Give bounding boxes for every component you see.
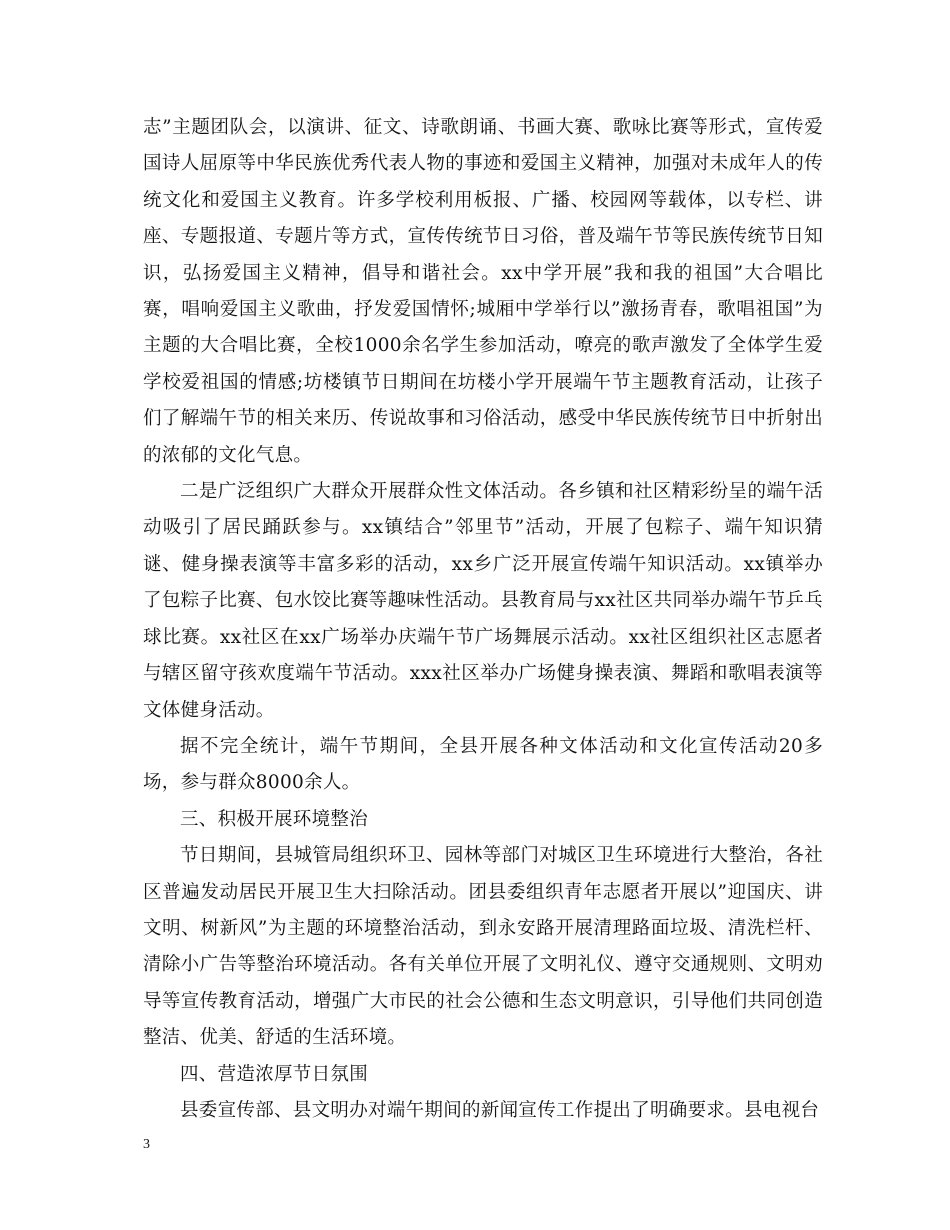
- section-heading-environment: 三、积极开展环境整治: [180, 808, 369, 830]
- paragraph-continued-school-activities: 志”主题团队会，以演讲、征文、诗歌朗诵、书画大赛、歌咏比赛等形式，宣传爱国诗人屈原等中华民族优秀代表人物的事迹和爱国主义精神，加强对未成年人的传统文化和爱国主义教育。许多学校利用板报、广播、校园网等载体，以专栏、讲座、专题报道、专题片等方式，宣传传统节日习俗，普及端午节等民族传统节日知识，弘扬爱国主义精神，倡导和谐社会。xx中学开展”我和我的祖国”大合唱比赛，唱响爱国主义歌曲，抒发爱国情怀;城厢中学举行以”激扬青春，歌唱祖国”为主题的大合唱比赛，全校1000余名学生参加活动，嘹亮的歌声激发了全体学生爱学校爱祖国的情感;坊楼镇节日期间在坊楼小学开展端午节主题教育活动，让孩子们了解端午节的相关来历、传说故事和习俗活动，感受中华民族传统节日中折射出的浓郁的文化气息。: [143, 117, 823, 466]
- paragraph-statistics: 据不完全统计，端午节期间，全县开展各种文体活动和文化宣传活动20多场，参与群众8000余人。: [143, 735, 823, 794]
- paragraph-environment-cleanup: 节日期间，县城管局组织环卫、园林等部门对城区卫生环境进行大整治，各社区普遍发动居民开展卫生大扫除活动。团县委组织青年志愿者开展以”迎国庆、讲文明、树新风”为主题的环境整治活动，到永安路开展清理路面垃圾、清洗栏杆、清除小广告等整治环境活动。各有关单位开展了文明礼仪、遵守交通规则、文明劝导等宣传教育活动，增强广大市民的社会公德和生态文明意识，引导他们共同创造整洁、优美、舒适的生活环境。: [143, 845, 823, 1049]
- paragraph-news-publicity: 县委宣传部、县文明办对端午期间的新闻宣传工作提出了明确要求。县电视台: [180, 1099, 820, 1121]
- section-heading-festive-atmosphere: 四、营造浓厚节日氛围: [180, 1063, 369, 1085]
- paragraph-mass-cultural-activities: 二是广泛组织广大群众开展群众性文体活动。各乡镇和社区精彩纷呈的端午活动吸引了居民踊跃参与。xx镇结合”邻里节”活动，开展了包粽子、端午知识猜谜、健身操表演等丰富多彩的活动，xx乡广泛开展宣传端午知识活动。xx镇举办了包粽子比赛、包水饺比赛等趣味性活动。县教育局与xx社区共同举办端午节乒乓球比赛。xx社区在xx广场举办庆端午节广场舞展示活动。xx社区组织社区志愿者与辖区留守孩欢度端午节活动。xxx社区举办广场健身操表演、舞蹈和歌唱表演等文体健身活动。: [143, 481, 823, 721]
- page-number: 3: [143, 1137, 150, 1152]
- document-body: [143, 110, 823, 1129]
